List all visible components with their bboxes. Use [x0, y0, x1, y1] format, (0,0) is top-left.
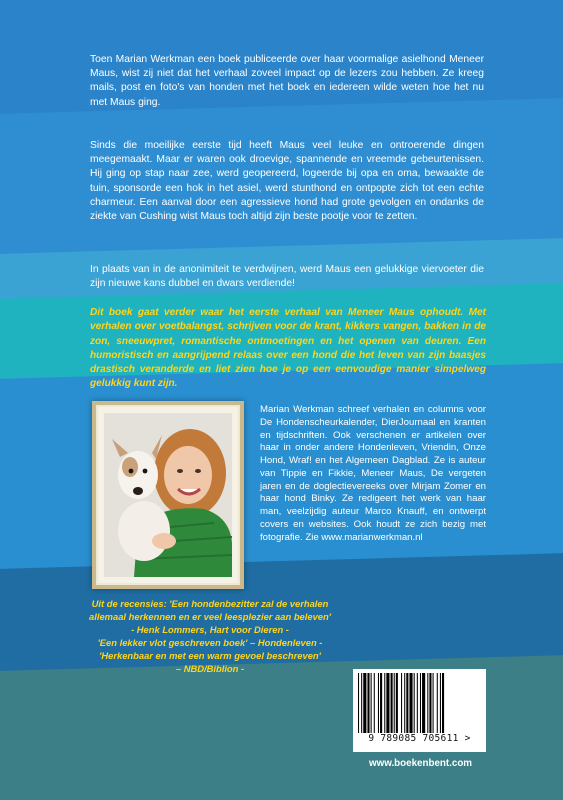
blurb-paragraph-2: Sinds die moeilijke eerste tijd heeft Maus veel leuke en ontroerende dingen meegemaakt. Maar er waren ook droevige, spannende en vreemde gebeurtenissen. Hij ging op stap naar zee, werd geopereerd, logeerde bij opa en oma, bewaakte de tuin, sponsorde een hok in het asiel, werd stunthond en ontpopte zich tot een echte charmeur. Een aanval door een agressieve hond had grote gevolgen en ondanks de ziekte van Cushing wist Maus toch altijd zijn beste pootje voor te zetten. — [90, 140, 484, 223]
review-quote-3: 'Herkenbaar en met een warm gevoel beschreven' — [99, 650, 321, 662]
barcode-bars — [358, 673, 481, 733]
author-bio: Marian Werkman schreef verhalen en columns voor De Hondenscheurkalender, DierJournaal en kranten en tijdschriften. Ook verschenen er artikelen over haar in onder andere Hondenleven, Vriendin, Onze Hond, Wraf! en het Algemeen Dagblad. Ze is auteur van Tippie en Fikkie, Meneer Maus, De vergeten jaren en de doglectievereeks over Mirjam Zomer en haar hond Binky. Ze redigeert het werk van haar man, veelzijdig auteur Marco Knauff, en ontwerpt covers en websites. Ook houdt ze zich bezig met fotografie. Zie www.marianwerkman.nl — [260, 404, 486, 543]
reviews-block — [80, 597, 340, 676]
blurb-paragraph-3: In plaats van in de anonimiteit te verdwijnen, werd Maus een gelukkige viervoeter die zijn nieuwe kans dubbel en dwars verdiende! — [90, 264, 484, 290]
review-source-3: – NBD/Biblion - — [175, 663, 245, 675]
author-with-dog-photo — [104, 413, 232, 577]
book-intro-highlight: Dit boek gaat verder waar het eerste verhaal van Meneer Maus ophoudt. Met verhalen over voetbalangst, schrijven voor de krant, kikkers vangen, bakken in de zon, sneeuwpret, romantische ontmoetingen en het openen van deuren. Een humoristisch en aangrijpend relaas over een hond die het leven van zijn baasjes drastisch veranderde en liet zien hoe je op een eenvoudige manier simpelweg gelukkig kunt zijn. — [90, 307, 486, 390]
review-quote-2: 'Een lekker vlot geschreven boek' – Hondenleven - — [97, 637, 323, 649]
review-source-1: - Henk Lommers, Hart voor Dieren - — [131, 624, 289, 636]
blurb-paragraph-1: Toen Marian Werkman een boek publiceerde over haar voormalige asielhond Meneer Maus, wist zij niet dat het verhaal zoveel impact op de lezers zou hebben. Ze kreeg mails, post en foto's van honden met het boek en iedereen wilde weten hoe het nu met Maus ging. — [90, 54, 484, 108]
isbn-barcode — [353, 669, 486, 752]
review-quote-1: Uit de recensies: 'Een hondenbezitter zal de verhalen allemaal herkennen en er veel leesplezier aan beleven' — [89, 598, 331, 623]
isbn-number: 9 789085 705611 > — [368, 733, 471, 744]
publisher-website: www.boekenbent.com — [368, 758, 473, 769]
author-photo-frame — [92, 401, 244, 589]
